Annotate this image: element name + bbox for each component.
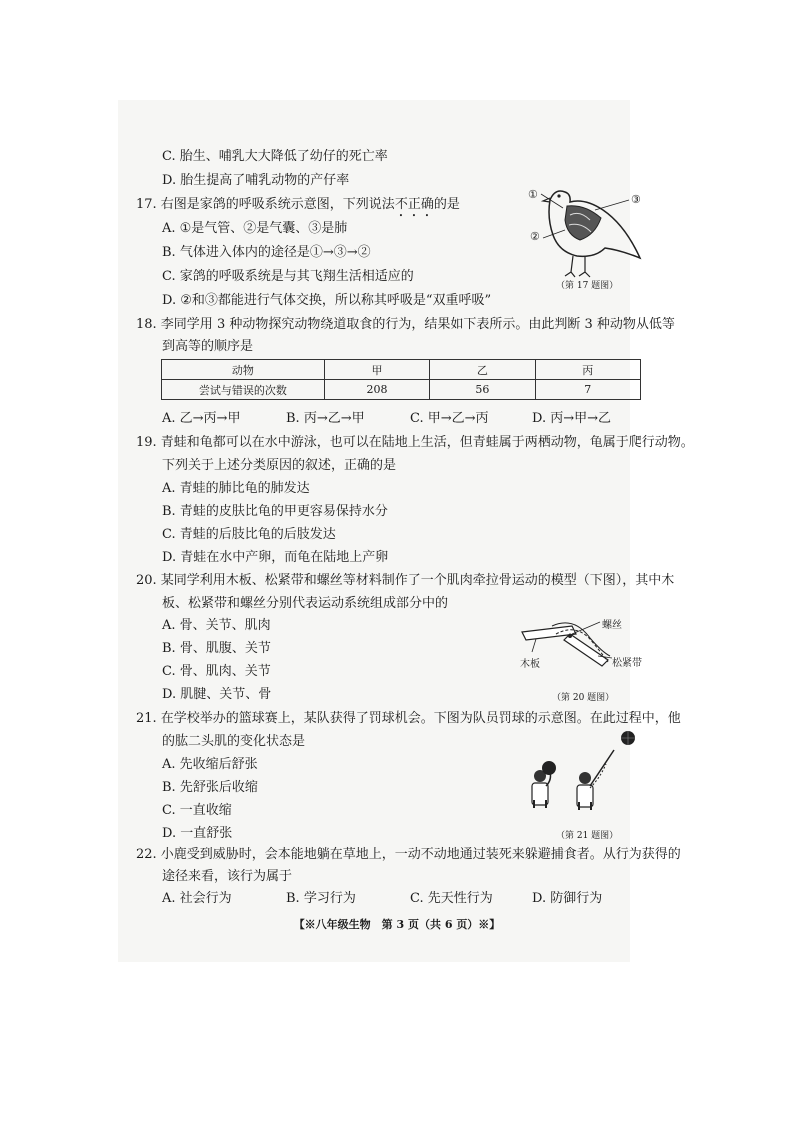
- q22-stem-line1: 22. 小鹿受到威胁时，会本能地躺在草地上，一动不动地通过装死来躲避捕食者。从行为获得的: [136, 847, 681, 862]
- q18-stem-line1: 18. 李同学用 3 种动物探究动物绕道取食的行为，结果如下表所示。由此判断 3 种动物从低等: [136, 317, 675, 332]
- table-header-cell: 动物: [162, 360, 325, 380]
- q19-stem-line2: 下列关于上述分类原因的叙述，正确的是: [162, 458, 397, 473]
- q19-option-b: B. 青蛙的皮肤比龟的甲更容易保持水分: [162, 504, 388, 519]
- pigeon-respiratory-figure: [525, 180, 645, 280]
- q18-table: [161, 359, 641, 400]
- q17-label-1: ①: [528, 188, 538, 201]
- q21-option-a: A. 先收缩后舒张: [162, 757, 258, 772]
- q17-stem-emphasis: 不正确: [394, 197, 434, 212]
- table-cell: 56: [430, 380, 535, 400]
- q20-option-d: D. 肌腱、关节、骨: [162, 687, 272, 702]
- q19-option-a: A. 青蛙的肺比龟的肺发达: [162, 481, 310, 496]
- q20-label-board: 木板: [520, 659, 540, 670]
- q22-option-a: A. 社会行为: [162, 891, 232, 906]
- q18-option-d: D. 丙→甲→乙: [532, 411, 612, 426]
- table-header-cell: 乙: [430, 360, 535, 380]
- q20-option-a: A. 骨、关节、肌肉: [162, 618, 271, 633]
- q20-option-c: C. 骨、肌肉、关节: [162, 664, 271, 679]
- q22-option-c: C. 先天性行为: [410, 891, 493, 906]
- table-header-cell: 丙: [535, 360, 640, 380]
- q22-stem-line2: 途径来看，该行为属于: [162, 869, 293, 884]
- table-cell: 208: [324, 380, 429, 400]
- table-cell: 7: [535, 380, 640, 400]
- q17-label-3: ③: [631, 193, 641, 206]
- q20-option-b: B. 骨、肌腹、关节: [162, 641, 271, 656]
- q18-option-c: C. 甲→乙→丙: [410, 411, 489, 426]
- q21-stem-line2: 的肱二头肌的变化状态是: [162, 734, 306, 749]
- q21-option-b: B. 先舒张后收缩: [162, 780, 258, 795]
- q20-stem-line1: 20. 某同学利用木板、松紧带和螺丝等材料制作了一个肌肉牵拉骨运动的模型（下图），其中木: [136, 573, 675, 588]
- table-row: [162, 380, 641, 400]
- q19-option-d: D. 青蛙在水中产卵，而龟在陆地上产卵: [162, 550, 389, 565]
- table-row-label: 尝试与错误的次数: [162, 380, 325, 400]
- q17-option-a: A. ①是气管、②是气囊、③是肺: [162, 221, 348, 236]
- table-header-cell: 甲: [324, 360, 429, 380]
- q20-label-screw: 螺丝: [602, 620, 622, 631]
- free-throw-figure: [522, 728, 642, 818]
- q21-stem-line1: 21. 在学校举办的篮球赛上，某队获得了罚球机会。下图为队员罚球的示意图。在此过程中，他: [136, 711, 681, 726]
- q17-stem-a: 17. 右图是家鸽的呼吸系统示意图，下列说法: [136, 197, 395, 212]
- page-footer: 【※八年级生物 第 3 页（共 6 页）※】: [293, 918, 501, 931]
- q20-caption: （第 20 题图）: [552, 693, 615, 703]
- q21-option-c: C. 一直收缩: [162, 803, 232, 818]
- q22-option-b: B. 学习行为: [286, 891, 356, 906]
- q18-stem-line2: 到高等的顺序是: [162, 339, 254, 354]
- q17-option-b: B. 气体进入体内的途径是①→③→②: [162, 245, 371, 260]
- q20-label-band: 松紧带: [612, 658, 642, 669]
- q17-option-d: D. ②和③都能进行气体交换，所以称其呼吸是“双重呼吸”: [162, 293, 492, 308]
- q17-stem-b: 的是: [433, 197, 460, 212]
- q19-option-c: C. 青蛙的后肢比龟的后肢发达: [162, 527, 336, 542]
- q20-stem-line2: 板、松紧带和螺丝分别代表运动系统组成部分中的: [162, 596, 449, 611]
- q19-stem-line1: 19. 青蛙和龟都可以在水中游泳，也可以在陆地上生活，但青蛙属于两栖动物，龟属于爬行动物。: [136, 435, 694, 450]
- q18-option-a: A. 乙→丙→甲: [162, 411, 241, 426]
- q16-option-d: D. 胎生提高了哺乳动物的产仔率: [162, 173, 350, 188]
- q22-option-d: D. 防御行为: [532, 891, 603, 906]
- q17-stem: [136, 196, 460, 220]
- q18-option-b: B. 丙→乙→甲: [286, 411, 365, 426]
- q17-caption: （第 17 题图）: [556, 281, 619, 291]
- q21-option-d: D. 一直舒张: [162, 826, 233, 841]
- muscle-model-figure: [512, 612, 642, 682]
- table-header-row: [162, 360, 641, 380]
- q17-label-2: ②: [530, 230, 540, 243]
- q16-option-c: C. 胎生、哺乳大大降低了幼仔的死亡率: [162, 149, 388, 164]
- q21-caption: （第 21 题图）: [556, 831, 619, 841]
- q17-option-c: C. 家鸽的呼吸系统是与其飞翔生活相适应的: [162, 269, 414, 284]
